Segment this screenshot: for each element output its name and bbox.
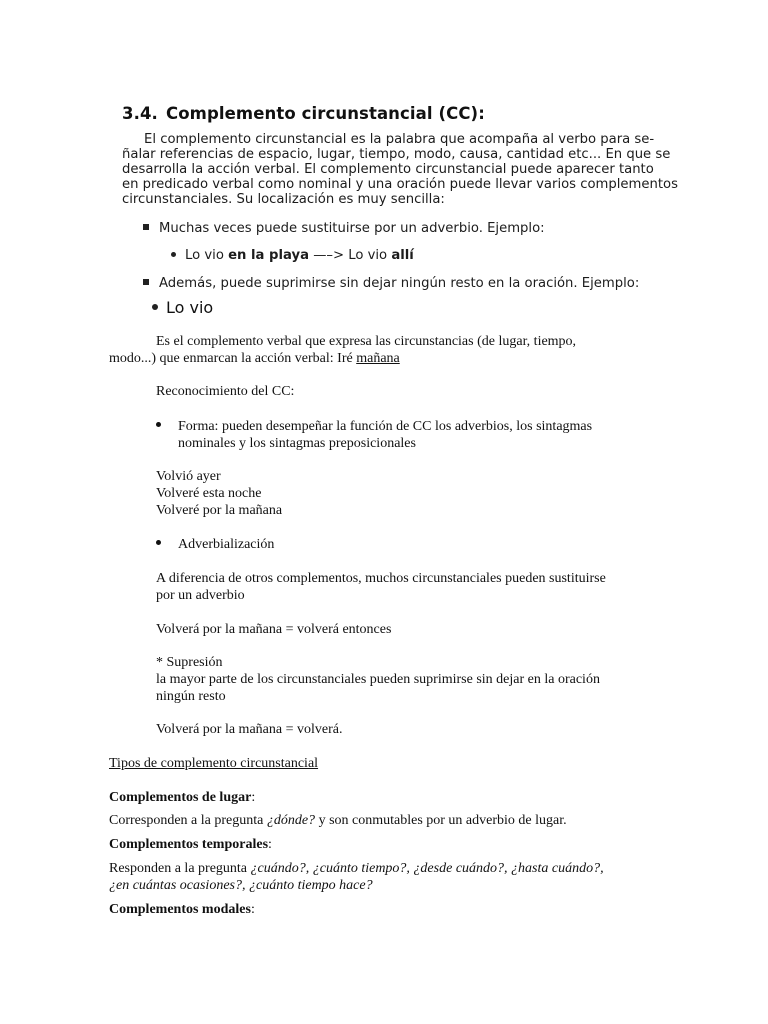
- colon: :: [251, 790, 256, 805]
- example-line: Volvió ayer: [156, 469, 221, 484]
- temporales-text-part: Responden a la pregunta: [109, 861, 251, 876]
- definition-line: [109, 350, 400, 367]
- intro-paragraph: [122, 132, 678, 207]
- lugar-question: ¿dónde?: [266, 813, 316, 828]
- temporales-questions: ¿cuándo?, ¿cuánto tiempo?, ¿desde cuándo?, ¿hasta cuándo?,: [250, 861, 604, 876]
- section-number: 3.4.: [122, 104, 158, 123]
- bullet-icon: [156, 540, 161, 545]
- definition-line: Es el complemento verbal que expresa las circunstancias (de lugar, tiempo,: [156, 334, 577, 349]
- square-bullet-icon: [143, 224, 149, 230]
- intro-line: El complemento circunstancial es la palabra que acompaña al verbo para se-: [144, 132, 655, 147]
- supresion-line: ningún resto: [156, 689, 226, 704]
- definition-text: modo...) que enmarcan la acción verbal: Iré: [109, 351, 357, 366]
- example-arrow-text: —–> Lo vio: [309, 248, 392, 263]
- sup-example: Volverá por la mañana = volverá.: [156, 722, 343, 737]
- example-substitution: [171, 248, 414, 263]
- intro-line: circunstanciales. Su localización es muy sencilla:: [122, 192, 445, 207]
- temporales-heading-text: Complementos temporales: [109, 837, 269, 852]
- bullet-icon: [156, 422, 161, 427]
- item-suppression-text: Además, puede suprimirse sin dejar ningún resto en la oración. Ejemplo:: [159, 276, 640, 291]
- example-text: Lo vio: [166, 298, 214, 317]
- adv-text-line: A diferencia de otros complementos, muchos circunstanciales pueden sustituirse: [156, 571, 606, 586]
- supresion-line: la mayor parte de los circunstanciales pueden suprimirse sin dejar en la oración: [156, 672, 600, 687]
- example-suppression: [152, 298, 213, 317]
- adv-example: Volverá por la mañana = volverá entonces: [156, 622, 392, 637]
- item-substitution-text: Muchas veces puede sustituirse por un adverbio. Ejemplo:: [159, 221, 545, 236]
- intro-line: ñalar referencias de espacio, lugar, tiempo, modo, causa, cantidad etc... En que se: [122, 147, 671, 162]
- adv-text-line: por un adverbio: [156, 588, 245, 603]
- adverbializacion-text: Adverbialización: [178, 537, 275, 552]
- example-text: Lo vio: [185, 248, 229, 263]
- lugar-text-part: Corresponden a la pregunta: [109, 813, 267, 828]
- section-heading: [122, 104, 485, 123]
- example-bold-text: en la playa: [228, 248, 309, 263]
- lugar-heading: [109, 789, 255, 806]
- types-title: Tipos de complemento circunstancial: [109, 756, 319, 771]
- forma-item: [156, 418, 592, 435]
- supresion-title: * Supresión: [156, 655, 223, 670]
- bullet-icon: [152, 304, 158, 310]
- example-bold-text: allí: [391, 248, 414, 263]
- colon: :: [268, 837, 272, 852]
- lugar-text-part: y son conmutables por un adverbio de lugar.: [315, 813, 567, 828]
- modales-heading-text: Complementos modales: [109, 902, 251, 917]
- colon: :: [250, 902, 255, 917]
- definition-underlined-word: mañana: [356, 351, 400, 366]
- modales-heading: [109, 901, 255, 918]
- example-line: Volveré esta noche: [156, 486, 262, 501]
- forma-text: Forma: pueden desempeñar la función de CC los adverbios, los sintagmas: [178, 419, 593, 434]
- recognition-title: Reconocimiento del CC:: [156, 384, 295, 399]
- temporales-text: [109, 860, 604, 877]
- item-suppression: [143, 276, 639, 291]
- intro-line: desarrolla la acción verbal. El complemento circunstancial puede aparecer tanto: [122, 162, 654, 177]
- intro-line: en predicado verbal como nominal y una oración puede llevar varios complementos: [122, 177, 678, 192]
- square-bullet-icon: [143, 279, 149, 285]
- lugar-heading-text: Complementos de lugar: [109, 790, 252, 805]
- item-substitution: [143, 221, 545, 236]
- bullet-icon: [171, 252, 176, 257]
- section-title: Complemento circunstancial (CC):: [166, 104, 485, 123]
- temporales-heading: [109, 836, 272, 853]
- lugar-text: [109, 812, 567, 829]
- temporales-questions: ¿en cuántas ocasiones?, ¿cuánto tiempo hace?: [109, 878, 373, 893]
- adverbializacion-item: [156, 536, 274, 553]
- forma-text: nominales y los sintagmas preposicionales: [178, 436, 416, 451]
- example-line: Volveré por la mañana: [156, 503, 283, 518]
